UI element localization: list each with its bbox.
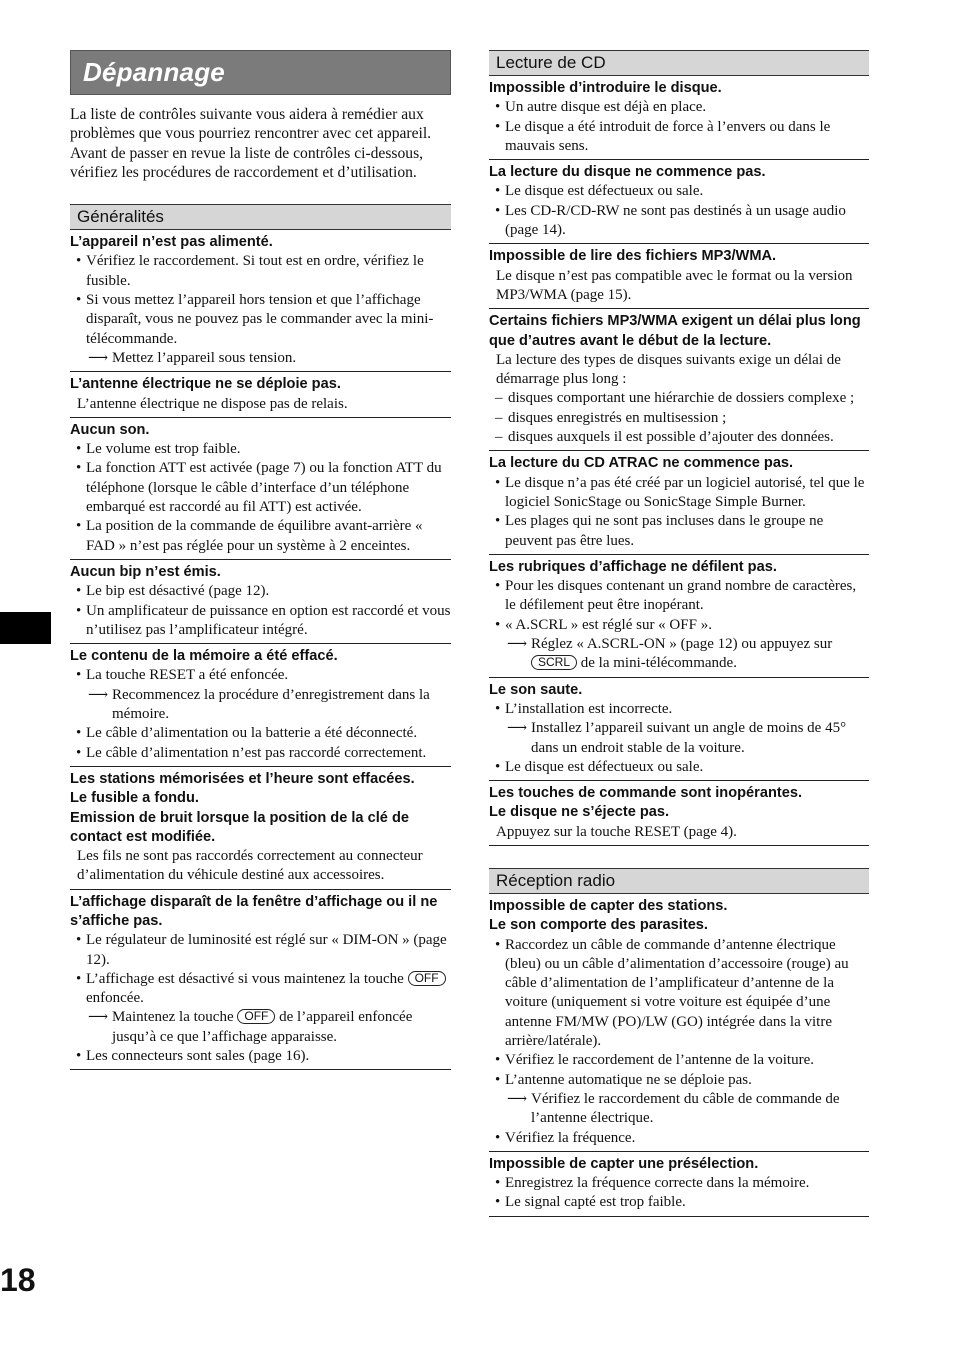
bullet-item: • Vérifiez le raccordement de l’antenne de la voiture. <box>489 1051 869 1070</box>
page-title: Dépannage <box>83 57 225 87</box>
remedy-item: ⟶ Recommencez la procédure d’enregistrement dans la mémoire. <box>70 686 451 725</box>
bullet-item: • Le câble d’alimentation ou la batterie a été déconnecté. <box>70 724 451 743</box>
bullet-item: • Le câble d’alimentation n’est pas raccordé correctement. <box>70 744 451 763</box>
entry-heading: Aucun bip n’est émis. <box>70 563 221 580</box>
entry-heading: L’affichage disparaît de la fenêtre d’affichage ou il ne s’affiche pas. <box>70 893 438 929</box>
entry-text: La lecture des types de disques suivants exige un délai de démarrage plus long : <box>496 351 841 388</box>
bullet-item: • Un amplificateur de puissance en option est raccordé et vous n’utilisez pas l’amplificateur intégré. <box>70 602 451 641</box>
trouble-entry <box>489 76 869 160</box>
bullet-item: • Un autre disque est déjà en place. <box>489 98 869 117</box>
trouble-entry <box>489 555 869 678</box>
trouble-entry <box>70 372 451 418</box>
entry-heading: L’antenne électrique ne se déploie pas. <box>70 376 341 393</box>
bullet-item: • Si vous mettez l’appareil hors tension et que l’affichage disparaît, vous ne pouvez pas le commander avec la mini-télécommande. <box>70 291 451 349</box>
bullet-item: • Le volume est trop faible. <box>70 440 451 459</box>
entry-heading: Aucun son. <box>70 421 150 438</box>
bullet-item: • La position de la commande de équilibre avant-arrière « FAD » n’est pas réglée pour un système à 2 enceintes. <box>70 517 451 556</box>
entry-heading: Emission de bruit lorsque la position de la clé de contact est modifiée. <box>70 809 409 845</box>
bullet-item: • Pour les disques contenant un grand nombre de caractères, le défilement peut être inopérant. <box>489 577 869 616</box>
remedy-item: ⟶ Installez l’appareil suivant un angle de moins de 45° dans un endroit stable de la voiture. <box>489 719 869 758</box>
entry-heading: Impossible de capter une présélection. <box>489 1155 759 1172</box>
remedy-text: Maintenez la touche <box>112 1009 234 1026</box>
trouble-entry <box>489 894 869 1152</box>
section-header-generalites: Généralités <box>70 204 451 230</box>
bullet-item: • Vérifiez le raccordement. Si tout est en ordre, vérifiez le fusible. <box>70 252 451 291</box>
section-header-reception-radio: Réception radio <box>489 868 869 894</box>
dash-item: – disques comportant une hiérarchie de dossiers complexe ; <box>489 389 869 408</box>
entry-heading: La lecture du CD ATRAC ne commence pas. <box>489 455 794 472</box>
trouble-entry <box>70 890 451 1071</box>
bullet-item: • Le régulateur de luminosité est réglé sur « DIM-ON » (page 12). <box>70 931 451 970</box>
entry-heading: L’appareil n’est pas alimenté. <box>70 234 273 251</box>
right-column <box>489 50 869 1217</box>
bullet-text: enfoncée. <box>86 990 144 1007</box>
remedy-item <box>489 635 869 674</box>
entry-heading: Les stations mémorisées et l’heure sont effacées. <box>70 770 415 787</box>
remedy-text: de l’appareil enfoncée jusqu’à ce que l’affichage apparaisse. <box>112 1009 413 1045</box>
trouble-entry <box>489 1152 869 1217</box>
trouble-entry <box>70 644 451 767</box>
remedy-item: ⟶ Vérifiez le raccordement du câble de commande de l’antenne électrique. <box>489 1090 869 1129</box>
bullet-item: • Les connecteurs sont sales (page 16). <box>70 1047 451 1066</box>
entry-text: L’antenne électrique ne dispose pas de relais. <box>77 395 348 412</box>
entry-heading: Impossible d’introduire le disque. <box>489 80 722 96</box>
entry-heading: Impossible de lire des fichiers MP3/WMA. <box>489 248 777 265</box>
off-key-icon: OFF <box>237 1009 275 1024</box>
trouble-entry <box>489 781 869 846</box>
off-key-icon: OFF <box>408 971 446 986</box>
entry-heading: Impossible de capter des stations. <box>489 897 728 914</box>
intro-paragraph: Avant de passer en revue la liste de contrôles ci-dessous, vérifiez les procédures de raccordement et d’utilisation. <box>70 144 424 181</box>
entry-heading: Le son saute. <box>489 681 583 698</box>
trouble-entry <box>489 244 869 309</box>
bullet-item: • Le signal capté est trop faible. <box>489 1193 869 1212</box>
entry-text: Les fils ne sont pas raccordés correctement au connecteur d’alimentation du véhicule destiné aux accessoires. <box>77 848 423 884</box>
trouble-entry <box>489 451 869 554</box>
trouble-entry <box>70 560 451 644</box>
bullet-item <box>70 970 451 1009</box>
trouble-entry <box>70 767 451 890</box>
entry-text: Appuyez sur la touche RESET (page 4). <box>496 823 737 840</box>
entry-heading: Le fusible a fondu. <box>70 790 199 807</box>
entry-heading: Le disque ne s’éjecte pas. <box>489 804 670 821</box>
bullet-item: • Le disque est défectueux ou sale. <box>489 182 869 201</box>
bullet-item: • Les CD-R/CD-RW ne sont pas destinés à un usage audio (page 14). <box>489 202 869 241</box>
section-header-lecture-cd: Lecture de CD <box>489 50 869 76</box>
entry-heading: La lecture du disque ne commence pas. <box>489 164 766 181</box>
page-title-bar <box>70 50 451 95</box>
trouble-entry <box>70 418 451 560</box>
trouble-entry <box>489 160 869 244</box>
left-column <box>70 50 451 1070</box>
bullet-item: • Le disque est défectueux ou sale. <box>489 758 869 777</box>
dash-item: – disques auxquels il est possible d’ajouter des données. <box>489 428 869 447</box>
page-number: 18 <box>0 1262 36 1298</box>
entry-heading: Le contenu de la mémoire a été effacé. <box>70 648 338 665</box>
remedy-item: ⟶ Mettez l’appareil sous tension. <box>70 349 451 368</box>
bullet-item: • Le disque n’a pas été créé par un logiciel autorisé, tel que le logiciel SonicStage ou SonicStage Simple Burner. <box>489 474 869 513</box>
remedy-text: Réglez « A.SCRL-ON » (page 12) ou appuyez sur <box>531 636 833 653</box>
trouble-entry <box>489 309 869 451</box>
bullet-item: • Enregistrez la fréquence correcte dans la mémoire. <box>489 1174 869 1193</box>
intro <box>70 105 451 182</box>
bullet-item: • « A.SCRL » est réglé sur « OFF ». <box>489 616 869 635</box>
section-tab-marker <box>0 612 51 644</box>
bullet-text: L’affichage est désactivé si vous maintenez la touche <box>86 970 404 987</box>
intro-paragraph: La liste de contrôles suivante vous aidera à remédier aux problèmes que vous pourriez rencontrer avec cet appareil. <box>70 106 432 143</box>
bullet-item: • La touche RESET a été enfoncée. <box>70 666 451 685</box>
entry-heading: Les rubriques d’affichage ne défilent pas. <box>489 558 777 575</box>
remedy-text: de la mini-télécommande. <box>580 655 737 672</box>
entry-heading: Certains fichiers MP3/WMA exigent un délai plus long que d’autres avant le début de la lecture. <box>489 313 861 349</box>
bullet-item: • Les plages qui ne sont pas incluses dans le groupe ne peuvent pas être lues. <box>489 512 869 551</box>
bullet-item: • Raccordez un câble de commande d’antenne électrique (bleu) ou un câble d’alimentation d’accessoire (rouge) au câble d’alimentation de l’amplificateur d’antenne de la voiture (uniquement si votre voiture est équipée d’une antenne FM/MW (PO)/LW (GO) intégrée dans la vitre arrière/latérale). <box>489 936 869 1052</box>
bullet-item: • L’antenne automatique ne se déploie pas. <box>489 1071 869 1090</box>
bullet-item: • Le bip est désactivé (page 12). <box>70 582 451 601</box>
dash-item: – disques enregistrés en multisession ; <box>489 409 869 428</box>
trouble-entry <box>70 230 451 372</box>
bullet-item: • L’installation est incorrecte. <box>489 700 869 719</box>
entry-text: Le disque n’est pas compatible avec le format ou la version MP3/WMA (page 15). <box>496 267 853 303</box>
bullet-item: • La fonction ATT est activée (page 7) ou la fonction ATT du téléphone (lorsque le câble d’interface d’un téléphone embarqué est raccordé au fil ATT) est activée. <box>70 459 451 517</box>
bullet-item: • Vérifiez la fréquence. <box>489 1129 869 1148</box>
bullet-item: • Le disque a été introduit de force à l’envers ou dans le mauvais sens. <box>489 118 869 157</box>
remedy-item <box>70 1008 451 1047</box>
entry-heading: Le son comporte des parasites. <box>489 917 708 934</box>
trouble-entry <box>489 678 869 781</box>
scrl-key-icon: SCRL <box>531 655 577 670</box>
entry-heading: Les touches de commande sont inopérantes. <box>489 785 803 802</box>
